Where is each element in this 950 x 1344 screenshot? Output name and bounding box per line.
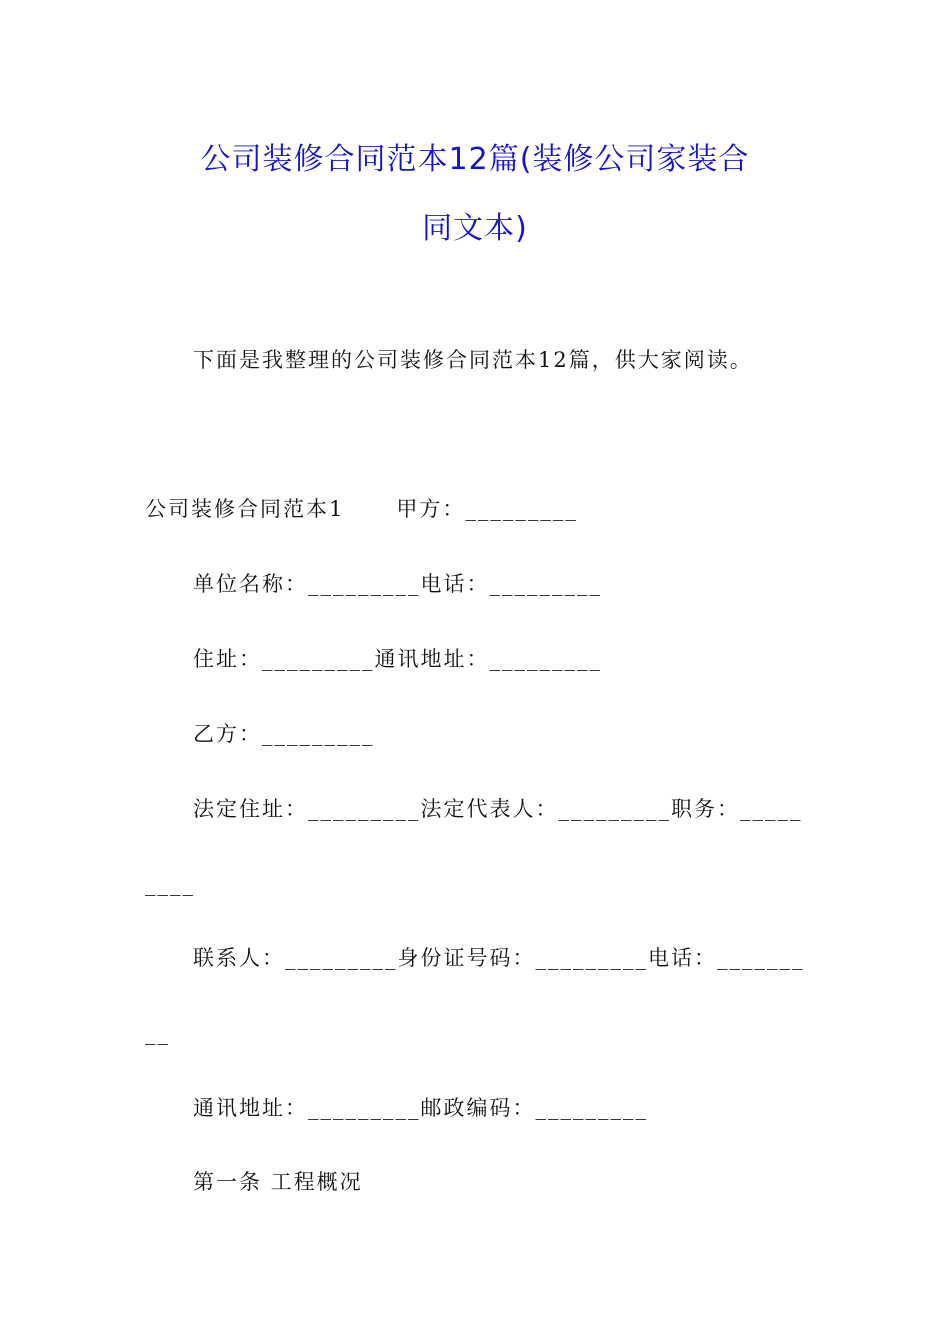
section-heading-row [145,494,578,524]
document-title-line-2: 同文本) [422,211,528,246]
party-a-field: 甲方：_________ [396,497,578,521]
intro-paragraph: 下面是我整理的公司装修合同范本12篇，供大家阅读。 [193,348,753,372]
contact-line-continued: __ [145,1021,170,1045]
legal-address-line-continued: ____ [145,872,195,896]
article-one-heading: 第一条 工程概况 [193,1170,363,1194]
party-b-line: 乙方：_________ [193,722,375,746]
legal-address-line: 法定住址：_________法定代表人：_________职务：_____ [193,797,803,821]
mailing-address-line: 通讯地址：_________邮政编码：_________ [193,1096,648,1120]
address-line: 住址：_________通讯地址：_________ [193,647,602,671]
section-heading: 公司装修合同范本1 [145,497,345,521]
unit-name-phone-line: 单位名称：_________电话：_________ [193,572,602,596]
document-title-line-1: 公司装修合同范本12篇(装修公司家装合 [200,142,750,177]
contact-line: 联系人：_________身份证号码：_________电话：_______ [193,946,805,970]
